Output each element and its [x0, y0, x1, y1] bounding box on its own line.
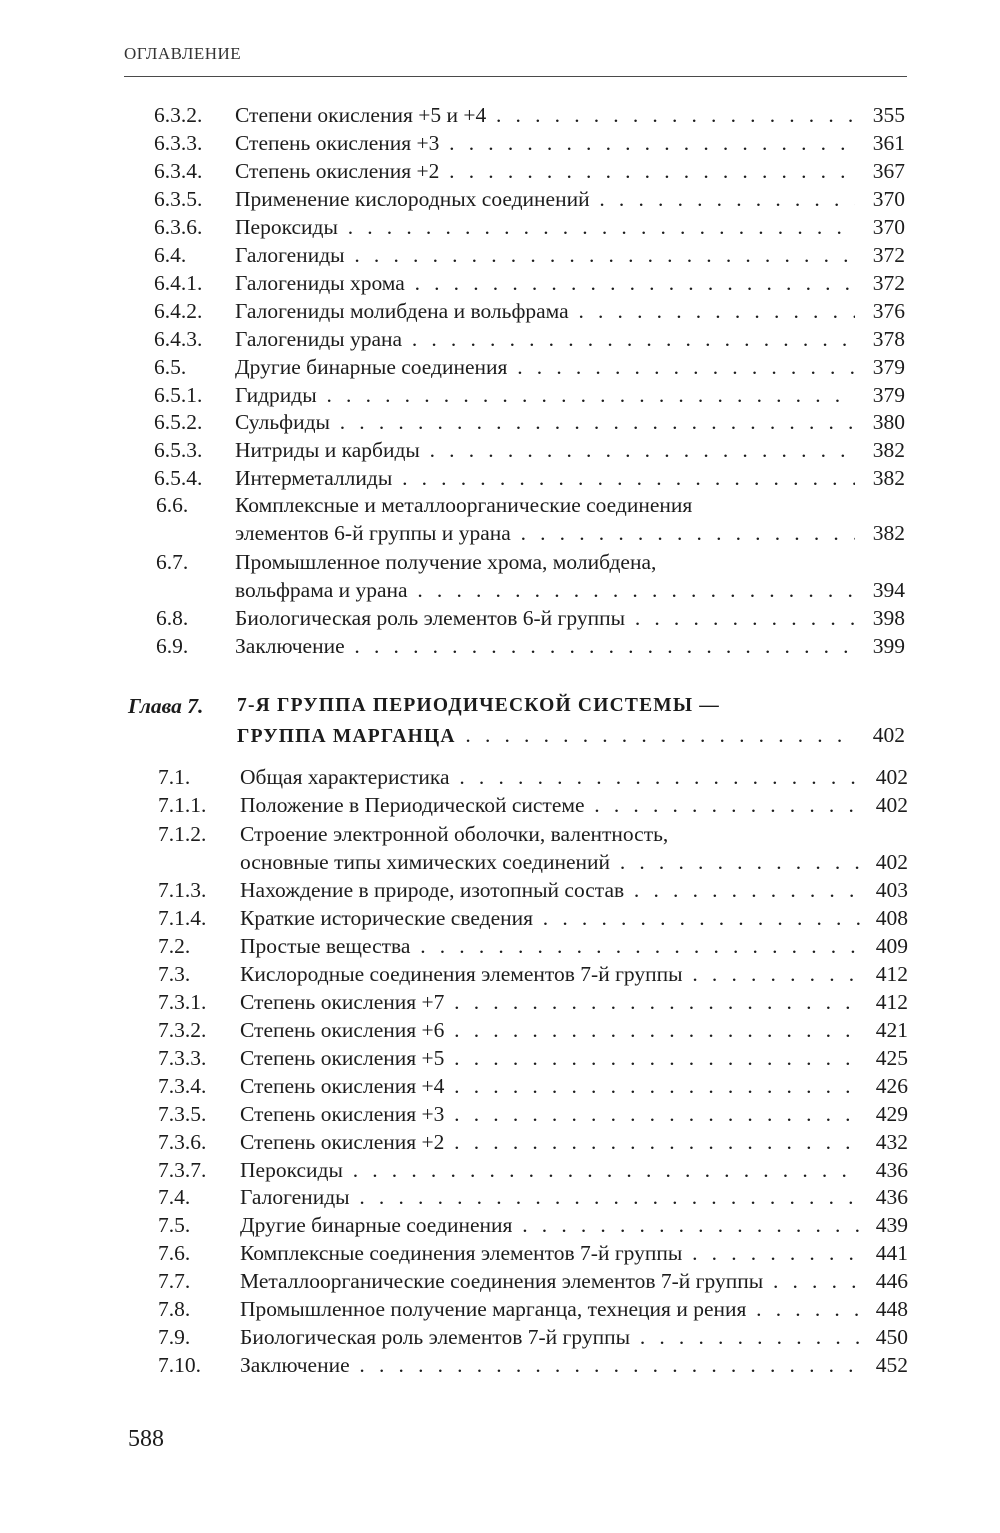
toc-entry-title-line1: Комплексные и металлоорганические соединения [235, 493, 693, 517]
toc-entry-title: Общая характеристика . . . [240, 763, 860, 791]
toc-entry-page: 382 [867, 519, 905, 547]
toc-entry-page: 382 [867, 436, 905, 464]
toc-entry[interactable] [0, 932, 1000, 960]
toc-entry-number: 7.3.6. [158, 1130, 207, 1154]
toc-entry[interactable] [0, 101, 1000, 129]
toc-entry[interactable] [0, 632, 1000, 660]
toc-entry[interactable] [0, 604, 1000, 632]
toc-entry-page: 372 [867, 241, 905, 269]
toc-entry-title: Другие бинарные соединения . . . [235, 353, 855, 381]
toc-entry-title: Нахождение в природе, изотопный состав . . . [240, 876, 860, 904]
toc-entry-title: Заключение . . . [235, 632, 855, 660]
toc-entry[interactable] [0, 763, 1000, 791]
toc-entry-number: 6.3.4. [154, 159, 203, 183]
toc-entry-number: 7.3. [158, 962, 191, 986]
toc-entry-number: 6.8. [156, 606, 189, 630]
toc-entry-number: 7.1.3. [158, 878, 207, 902]
toc-entry-number: 6.5.3. [154, 438, 203, 462]
toc-entry-page: 394 [867, 576, 905, 604]
toc-entry-number: 6.4. [154, 243, 187, 267]
toc-entry-title: ГРУППА МАРГАНЦА . . . [237, 721, 857, 749]
toc-entry-page: 412 [870, 988, 908, 1016]
toc-entry-title: Галогениды хрома . . . [235, 269, 855, 297]
toc-entry-number: 7.1.4. [158, 906, 207, 930]
toc-entry-title: Степень окисления +2 . . . [235, 157, 855, 185]
toc-entry-title-line1: Строение электронной оболочки, валентность, [240, 822, 669, 846]
toc-entry-page: 379 [867, 353, 905, 381]
toc-entry-page: 376 [867, 297, 905, 325]
toc-entry[interactable] [0, 1295, 1000, 1323]
toc-entry-title: Нитриды и карбиды . . . [235, 436, 855, 464]
toc-entry[interactable] [0, 325, 1000, 353]
toc-entry-title: Положение в Периодической системе . . . [240, 791, 860, 819]
toc-entry-page: 441 [870, 1239, 908, 1267]
toc-entry-number: 6.5.4. [154, 466, 203, 490]
toc-entry-title: Заключение . . . [240, 1351, 860, 1379]
toc-entry[interactable] [0, 213, 1000, 241]
toc-entry-number: 6.3.3. [154, 131, 203, 155]
toc-entry-title: Степень окисления +7 . . . [240, 988, 860, 1016]
toc-entry-title: Сульфиды . . . [235, 408, 855, 436]
toc-entry[interactable] [0, 1267, 1000, 1295]
toc-entry-title: Биологическая роль элементов 6-й группы . . . [235, 604, 855, 632]
toc-entry[interactable] [0, 960, 1000, 988]
toc-entry-page: 436 [870, 1156, 908, 1184]
toc-entry-page: 402 [870, 763, 908, 791]
toc-entry-number: 6.3.2. [154, 103, 203, 127]
toc-entry-number: 7.3.4. [158, 1074, 207, 1098]
toc-entry[interactable] [0, 519, 1000, 547]
toc-entry-number: 7.8. [158, 1297, 191, 1321]
toc-entry[interactable] [0, 988, 1000, 1016]
toc-entry-number: 6.5. [154, 355, 187, 379]
toc-entry-number: 7.1.2. [158, 822, 207, 846]
toc-entry[interactable] [0, 1072, 1000, 1100]
toc-entry-page: 367 [867, 157, 905, 185]
toc-entry-title: Степень окисления +2 . . . [240, 1128, 860, 1156]
chapter-label: Глава 7. [128, 694, 204, 718]
toc-entry-title: Степень окисления +5 . . . [240, 1044, 860, 1072]
toc-entry[interactable] [0, 1016, 1000, 1044]
toc-entry[interactable] [0, 1323, 1000, 1351]
toc-entry[interactable] [0, 576, 1000, 604]
toc-entry-number: 7.3.5. [158, 1102, 207, 1126]
toc-entry-number: 7.3.3. [158, 1046, 207, 1070]
toc-entry-page: 429 [870, 1100, 908, 1128]
toc-entry-page: 425 [870, 1044, 908, 1072]
toc-entry[interactable] [0, 848, 1000, 876]
toc-entry-first-line [0, 548, 1000, 576]
toc-entry[interactable] [0, 269, 1000, 297]
toc-entry-first-line [0, 820, 1000, 848]
toc-entry-page: 398 [867, 604, 905, 632]
toc-entry-number: 6.4.2. [154, 299, 203, 323]
toc-entry-number: 6.4.3. [154, 327, 203, 351]
toc-entry[interactable] [0, 241, 1000, 269]
toc-entry-title: элементов 6-й группы и урана . . . [235, 519, 855, 547]
toc-entry-number: 6.3.6. [154, 215, 203, 239]
toc-entry-number: 7.1. [158, 765, 191, 789]
toc-entry[interactable] [0, 464, 1000, 492]
toc-entry[interactable] [0, 185, 1000, 213]
toc-entry-page: 355 [867, 101, 905, 129]
toc-entry-page: 446 [870, 1267, 908, 1295]
toc-entry-number: 7.1.1. [158, 793, 207, 817]
toc-entry-page: 372 [867, 269, 905, 297]
toc-entry-number: 6.3.5. [154, 187, 203, 211]
toc-entry-title: Биологическая роль элементов 7-й группы . . . [240, 1323, 860, 1351]
toc-entry-number: 6.5.2. [154, 410, 203, 434]
toc-entry-number: 7.7. [158, 1269, 191, 1293]
toc-entry-number: 7.3.7. [158, 1158, 207, 1182]
toc-entry[interactable] [0, 408, 1000, 436]
toc-entry-title: Кислородные соединения элементов 7-й группы . . . [240, 960, 860, 988]
toc-entry-title: вольфрама и урана . . . [235, 576, 855, 604]
toc-entry-page: 402 [867, 721, 905, 749]
toc-entry-page: 403 [870, 876, 908, 904]
toc-entry[interactable] [0, 381, 1000, 409]
toc-entry-page: 399 [867, 632, 905, 660]
toc-entry-title: Степень окисления +4 . . . [240, 1072, 860, 1100]
toc-entry-page: 402 [870, 791, 908, 819]
toc-entry[interactable] [0, 791, 1000, 819]
toc-entry-title: Краткие исторические сведения . . . [240, 904, 860, 932]
toc-entry[interactable] [0, 129, 1000, 157]
toc-entry-number: 7.5. [158, 1213, 191, 1237]
toc-entry-title: Комплексные соединения элементов 7-й группы . . . [240, 1239, 860, 1267]
toc-entry-page: 382 [867, 464, 905, 492]
toc-entry-title: Галогениды урана . . . [235, 325, 855, 353]
toc-entry-title: Промышленное получение марганца, технеция и рения . . . [240, 1295, 860, 1323]
toc-entry-number: 6.9. [156, 634, 189, 658]
toc-entry-title: Интерметаллиды . . . [235, 464, 855, 492]
toc-entry[interactable] [0, 157, 1000, 185]
toc-entry-page: 426 [870, 1072, 908, 1100]
chapter-title-line1[interactable]: 7-Я ГРУППА ПЕРИОДИЧЕСКОЙ СИСТЕМЫ — [237, 695, 721, 716]
toc-entry-title: Галогениды молибдена и вольфрама . . . [235, 297, 855, 325]
toc-entry-title: Другие бинарные соединения . . . [240, 1211, 860, 1239]
toc-entry-number: 7.6. [158, 1241, 191, 1265]
toc-entry-number: 7.2. [158, 934, 191, 958]
toc-entry-number: 7.3.2. [158, 1018, 207, 1042]
toc-entry-page: 370 [867, 213, 905, 241]
toc-entry-title: Гидриды . . . [235, 381, 855, 409]
toc-entry[interactable] [0, 1183, 1000, 1211]
toc-entry[interactable] [0, 1239, 1000, 1267]
toc-entry-title: Галогениды . . . [235, 241, 855, 269]
toc-entry-page: 378 [867, 325, 905, 353]
toc-entry-title: Применение кислородных соединений . . . [235, 185, 855, 213]
toc-entry-number: 6.4.1. [154, 271, 203, 295]
toc-entry-title: основные типы химических соединений . . . [240, 848, 860, 876]
toc-entry-page: 436 [870, 1183, 908, 1211]
toc-entry-number: 6.5.1. [154, 383, 203, 407]
toc-entry-page: 361 [867, 129, 905, 157]
toc-entry-title-line1: Промышленное получение хрома, молибдена, [235, 550, 657, 574]
toc-entry-title: Степень окисления +3 . . . [240, 1100, 860, 1128]
toc-entry[interactable] [0, 1044, 1000, 1072]
toc-entry-title: Простые вещества . . . [240, 932, 860, 960]
toc-entry[interactable] [0, 721, 1000, 749]
toc-entry[interactable] [0, 1211, 1000, 1239]
toc-entry[interactable] [0, 1100, 1000, 1128]
toc-entry-title: Пероксиды . . . [235, 213, 855, 241]
toc-entry-page: 448 [870, 1295, 908, 1323]
toc-entry[interactable] [0, 353, 1000, 381]
toc-entry-title: Степень окисления +3 . . . [235, 129, 855, 157]
toc-entry-page: 421 [870, 1016, 908, 1044]
toc-entry[interactable] [0, 297, 1000, 325]
toc-entry-title: Металлоорганические соединения элементов 7-й группы . . . [240, 1267, 860, 1295]
toc-entry-page: 412 [870, 960, 908, 988]
toc-entry-page: 408 [870, 904, 908, 932]
toc-entry[interactable] [0, 1128, 1000, 1156]
toc-entry-page: 439 [870, 1211, 908, 1239]
toc-entry-page: 450 [870, 1323, 908, 1351]
toc-entry-title: Пероксиды . . . [240, 1156, 860, 1184]
toc-entry-number: 7.9. [158, 1325, 191, 1349]
page-number: 588 [128, 1426, 164, 1452]
toc-entry-title: Степени окисления +5 и +4 . . . [235, 101, 855, 129]
toc-entry-number: 7.3.1. [158, 990, 207, 1014]
toc-entry-number: 7.10. [158, 1353, 201, 1377]
toc-entry-number: 6.6. [156, 493, 189, 517]
toc-entry[interactable] [0, 436, 1000, 464]
toc-entry-page: 452 [870, 1351, 908, 1379]
toc-entry-number: 6.7. [156, 550, 189, 574]
toc-entry-first-line [0, 491, 1000, 519]
toc-entry-number: 7.4. [158, 1185, 191, 1209]
toc-entry-title: Степень окисления +6 . . . [240, 1016, 860, 1044]
toc-entry-page: 402 [870, 848, 908, 876]
toc-entry-page: 432 [870, 1128, 908, 1156]
toc-entry-page: 409 [870, 932, 908, 960]
toc-entry[interactable] [0, 904, 1000, 932]
toc-entry-page: 380 [867, 408, 905, 436]
running-head: ОГЛАВЛЕНИЕ [124, 44, 242, 63]
toc-entry[interactable] [0, 876, 1000, 904]
toc-entry-page: 379 [867, 381, 905, 409]
toc-entry-page: 370 [867, 185, 905, 213]
toc-entry[interactable] [0, 1156, 1000, 1184]
toc-entry[interactable] [0, 1351, 1000, 1379]
toc-entry-title: Галогениды . . . [240, 1183, 860, 1211]
header-rule [124, 76, 907, 77]
